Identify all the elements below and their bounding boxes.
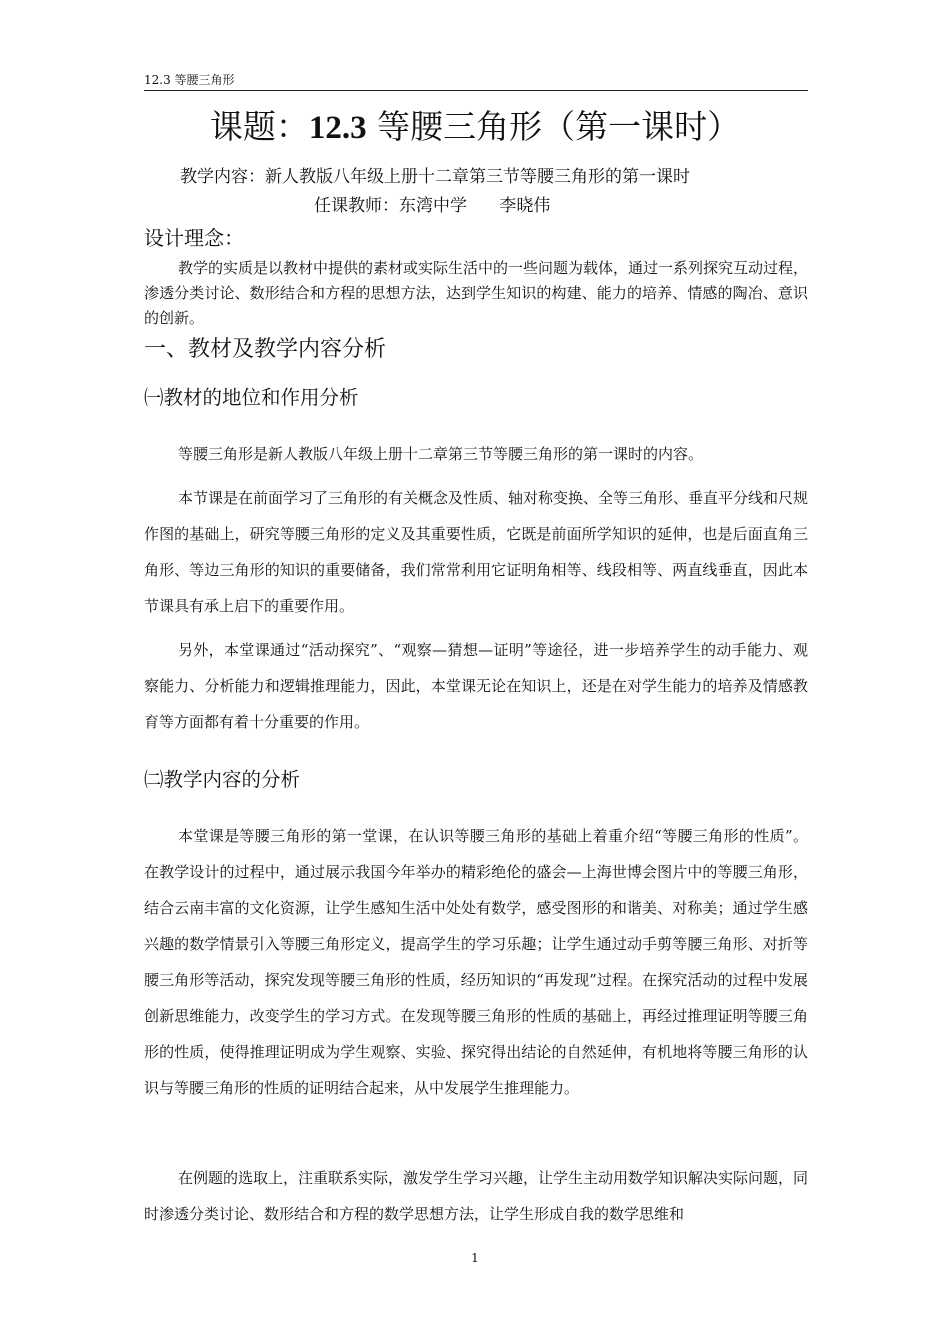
title-rest: 等腰三角形（第一课时） <box>366 107 741 146</box>
paragraph: 本堂课是等腰三角形的第一堂课，在认识等腰三角形的基础上着重介绍“等腰三角形的性质”。在教学设计的过程中，通过展示我国今年举办的精彩绝伦的盛会—上海世博会图片中的等腰三角形，结合云南丰富的文化资源，让学生感知生活中处处有数学，感受图形的和谐美、对称美；通过学生感兴趣的数学情景引入等腰三角形定义，提高学生的学习乐趣；让学生通过动手剪等腰三角形、对折等腰三角形等活动，探究发现等腰三角形的性质，经历知识的“再发现”过程。在探究活动的过程中发展创新思维能力，改变学生的学习方式。在发现等腰三角形的性质的基础上，再经过推理证明等腰三角形的性质，使得推理证明成为学生观察、实验、探究得出结论的自然延伸，有机地将等腰三角形的认识与等腰三角形的性质的证明结合起来，从中发展学生推理能力。 <box>144 827 808 1097</box>
title-number: 12.3 <box>308 110 367 146</box>
paragraph: 在例题的选取上，注重联系实际，激发学生学习兴趣，让学生主动用数学知识解决实际问题，同时渗透分类讨论、数形结合和方程的数学思想方法，让学生形成自我的数学思维和 <box>144 1169 809 1223</box>
section-1-heading: 一、教材及教学内容分析 <box>144 337 387 362</box>
header-text: 12.3 等腰三角形 <box>144 73 235 87</box>
page-header <box>144 70 808 91</box>
subsection-2-heading: ㈡教学内容的分析 <box>144 768 301 791</box>
paragraph: 等腰三角形是新人教版八年级上册十二章第三节等腰三角形的第一课时的内容。 <box>178 445 704 463</box>
design-concept-paragraph: 教学的实质是以教材中提供的素材或实际生活中的一些问题为载体，通过一系列探究互动过程，渗透分类讨论、数形结合和方程的思想方法，达到学生知识的构建、能力的培养、情感的陶冶、意识的创新。 <box>144 259 809 327</box>
page-number: 1 <box>471 1251 479 1265</box>
title-prefix: 课题： <box>209 107 309 146</box>
subsection-1-heading: ㈠教材的地位和作用分析 <box>144 386 359 409</box>
teacher-line: 任课教师：东湾中学 李晓伟 <box>314 196 551 216</box>
paragraph: 本节课是在前面学习了三角形的有关概念及性质、轴对称变换、全等三角形、垂直平分线和尺规作图的基础上，研究等腰三角形的定义及其重要性质，它既是前面所学知识的延伸，也是后面直角三角形、等边三角形的知识的重要储备，我们常常利用它证明角相等、线段相等、两直线垂直，因此本节课具有承上启下的重要作用。 <box>144 489 809 615</box>
page-title <box>0 104 950 151</box>
design-concept-heading: 设计理念： <box>144 226 244 250</box>
teaching-content-line: 教学内容：新人教版八年级上册十二章第三节等腰三角形的第一课时 <box>180 167 690 187</box>
paragraph: 另外，本堂课通过“活动探究”、“观察—猜想—证明”等途径，进一步培养学生的动手能力、观察能力、分析能力和逻辑推理能力，因此，本堂课无论在知识上，还是在对学生能力的培养及情感教育等方面都有着十分重要的作用。 <box>144 641 808 731</box>
